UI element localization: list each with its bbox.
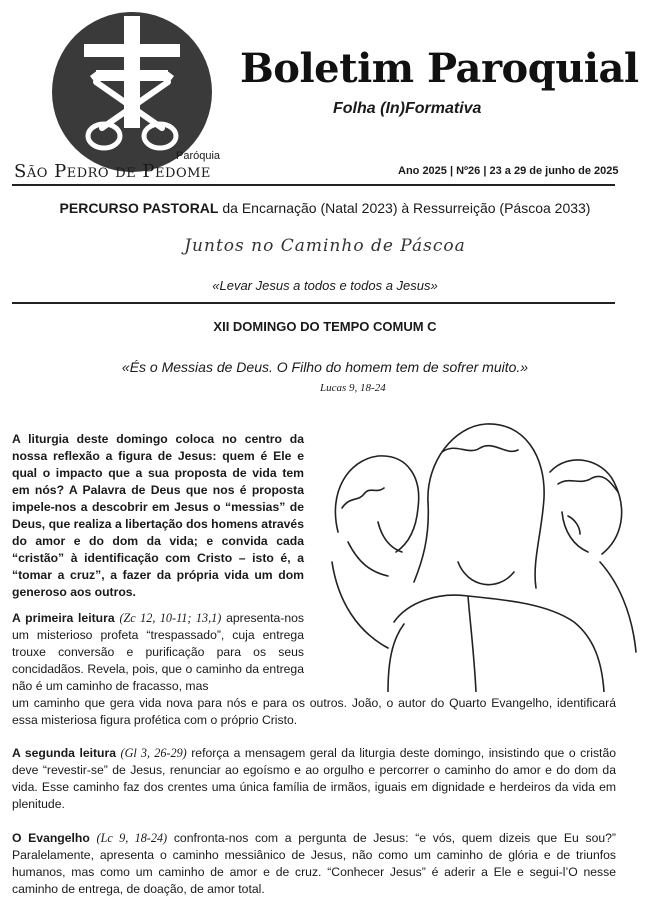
first-reading-text: apresenta-nos um misterioso profeta “trespassado”, cuja entrega trouxe conversão e purificação para os seus concidadãos. Revela, pois, que o caminho da entrega não é um caminho de fracasso, mas (12, 611, 304, 693)
gospel-text: confronta-nos com a pergunta de Jesus: “e vós, quem dizeis que Eu sou?” Paralelamente, apresenta o caminho messiânico de Jesus, não como um caminho de glória e de triunfos humanos, mas como um caminho de amor e de cruz. “Conhecer Jesus” é aderir a Ele e segui-l’O nesse caminho de entrega, de doação, de amor total. (12, 831, 616, 896)
theme-title: Juntos no Caminho de Páscoa (184, 236, 466, 256)
sunday-title: XII DOMINGO DO TEMPO COMUM C (213, 319, 437, 334)
pastoral-path-range: da Encarnação (Natal 2023) à Ressurreição (Páscoa 2033) (218, 200, 591, 216)
first-reading-paragraph (12, 610, 304, 695)
issue-info: Ano 2025 | Nº26 | 23 a 29 de junho de 2025 (398, 165, 619, 177)
parish-label: Paróquia (176, 150, 221, 162)
bulletin-subtitle: Folha (In)Formativa (333, 100, 482, 117)
second-reading-lead: A segunda leitura (12, 746, 117, 760)
gospel-quote-reference: Lucas 9, 18-24 (320, 382, 386, 394)
gospel-paragraph (12, 830, 616, 898)
first-reading-reference: (Zc 12, 10-11; 13,1) (119, 611, 222, 625)
first-reading-continuation: um caminho que gera vida nova para nós e para os outros. João, o autor do Quarto Evangelho, identificará essa misteriosa figura profética com o próprio Cristo. (12, 696, 616, 727)
gospel-reference: (Lc 9, 18-24) (96, 831, 168, 845)
parish-name: São Pedro de Pedome (14, 161, 211, 182)
jesus-disciples-illustration (318, 412, 643, 692)
gospel-lead: O Evangelho (12, 831, 90, 845)
second-reading-paragraph (12, 745, 616, 813)
section-divider (12, 302, 615, 304)
header-divider (12, 184, 615, 186)
second-reading-reference: (Gl 3, 26-29) (120, 746, 187, 760)
intro-paragraph: A liturgia deste domingo coloca no centro da nossa reflexão a figura de Jesus: quem é Ele e qual o impacto que a sua proposta de vida tem em nós? A Palavra de Deus que nos é proposta impele-nos a descobrir em Jesus o “messias” de Deus, que realiza a libertação dos homens através do amor e do dom da vida; e convida cada “cristão” à identificação com Cristo – isto é, a “tomar a cruz”, a fazer da própria vida um dom generoso aos outros. (12, 432, 304, 599)
pastoral-path-label: PERCURSO PASTORAL (59, 200, 219, 216)
first-reading-lead: A primeira leitura (12, 611, 115, 625)
second-reading-text: reforça a mensagem geral da liturgia deste domingo, insistindo que o cristão deve “revestir-se” de Jesus, renunciar ao egoísmo e ao orgulho e percorrer o caminho do amor e do dom da vida. Esse caminho faz dos crentes uma única família de irmãos, iguais em dignidade e herdeiros da vida em plenitude. (12, 746, 616, 811)
motto: «Levar Jesus a todos e todos a Jesus» (212, 278, 438, 293)
gospel-quote: «És o Messias de Deus. O Filho do homem tem de sofrer muito.» (121, 359, 529, 375)
pastoral-path-line (0, 200, 650, 216)
bulletin-title: Boletim Paroquial (240, 45, 639, 92)
